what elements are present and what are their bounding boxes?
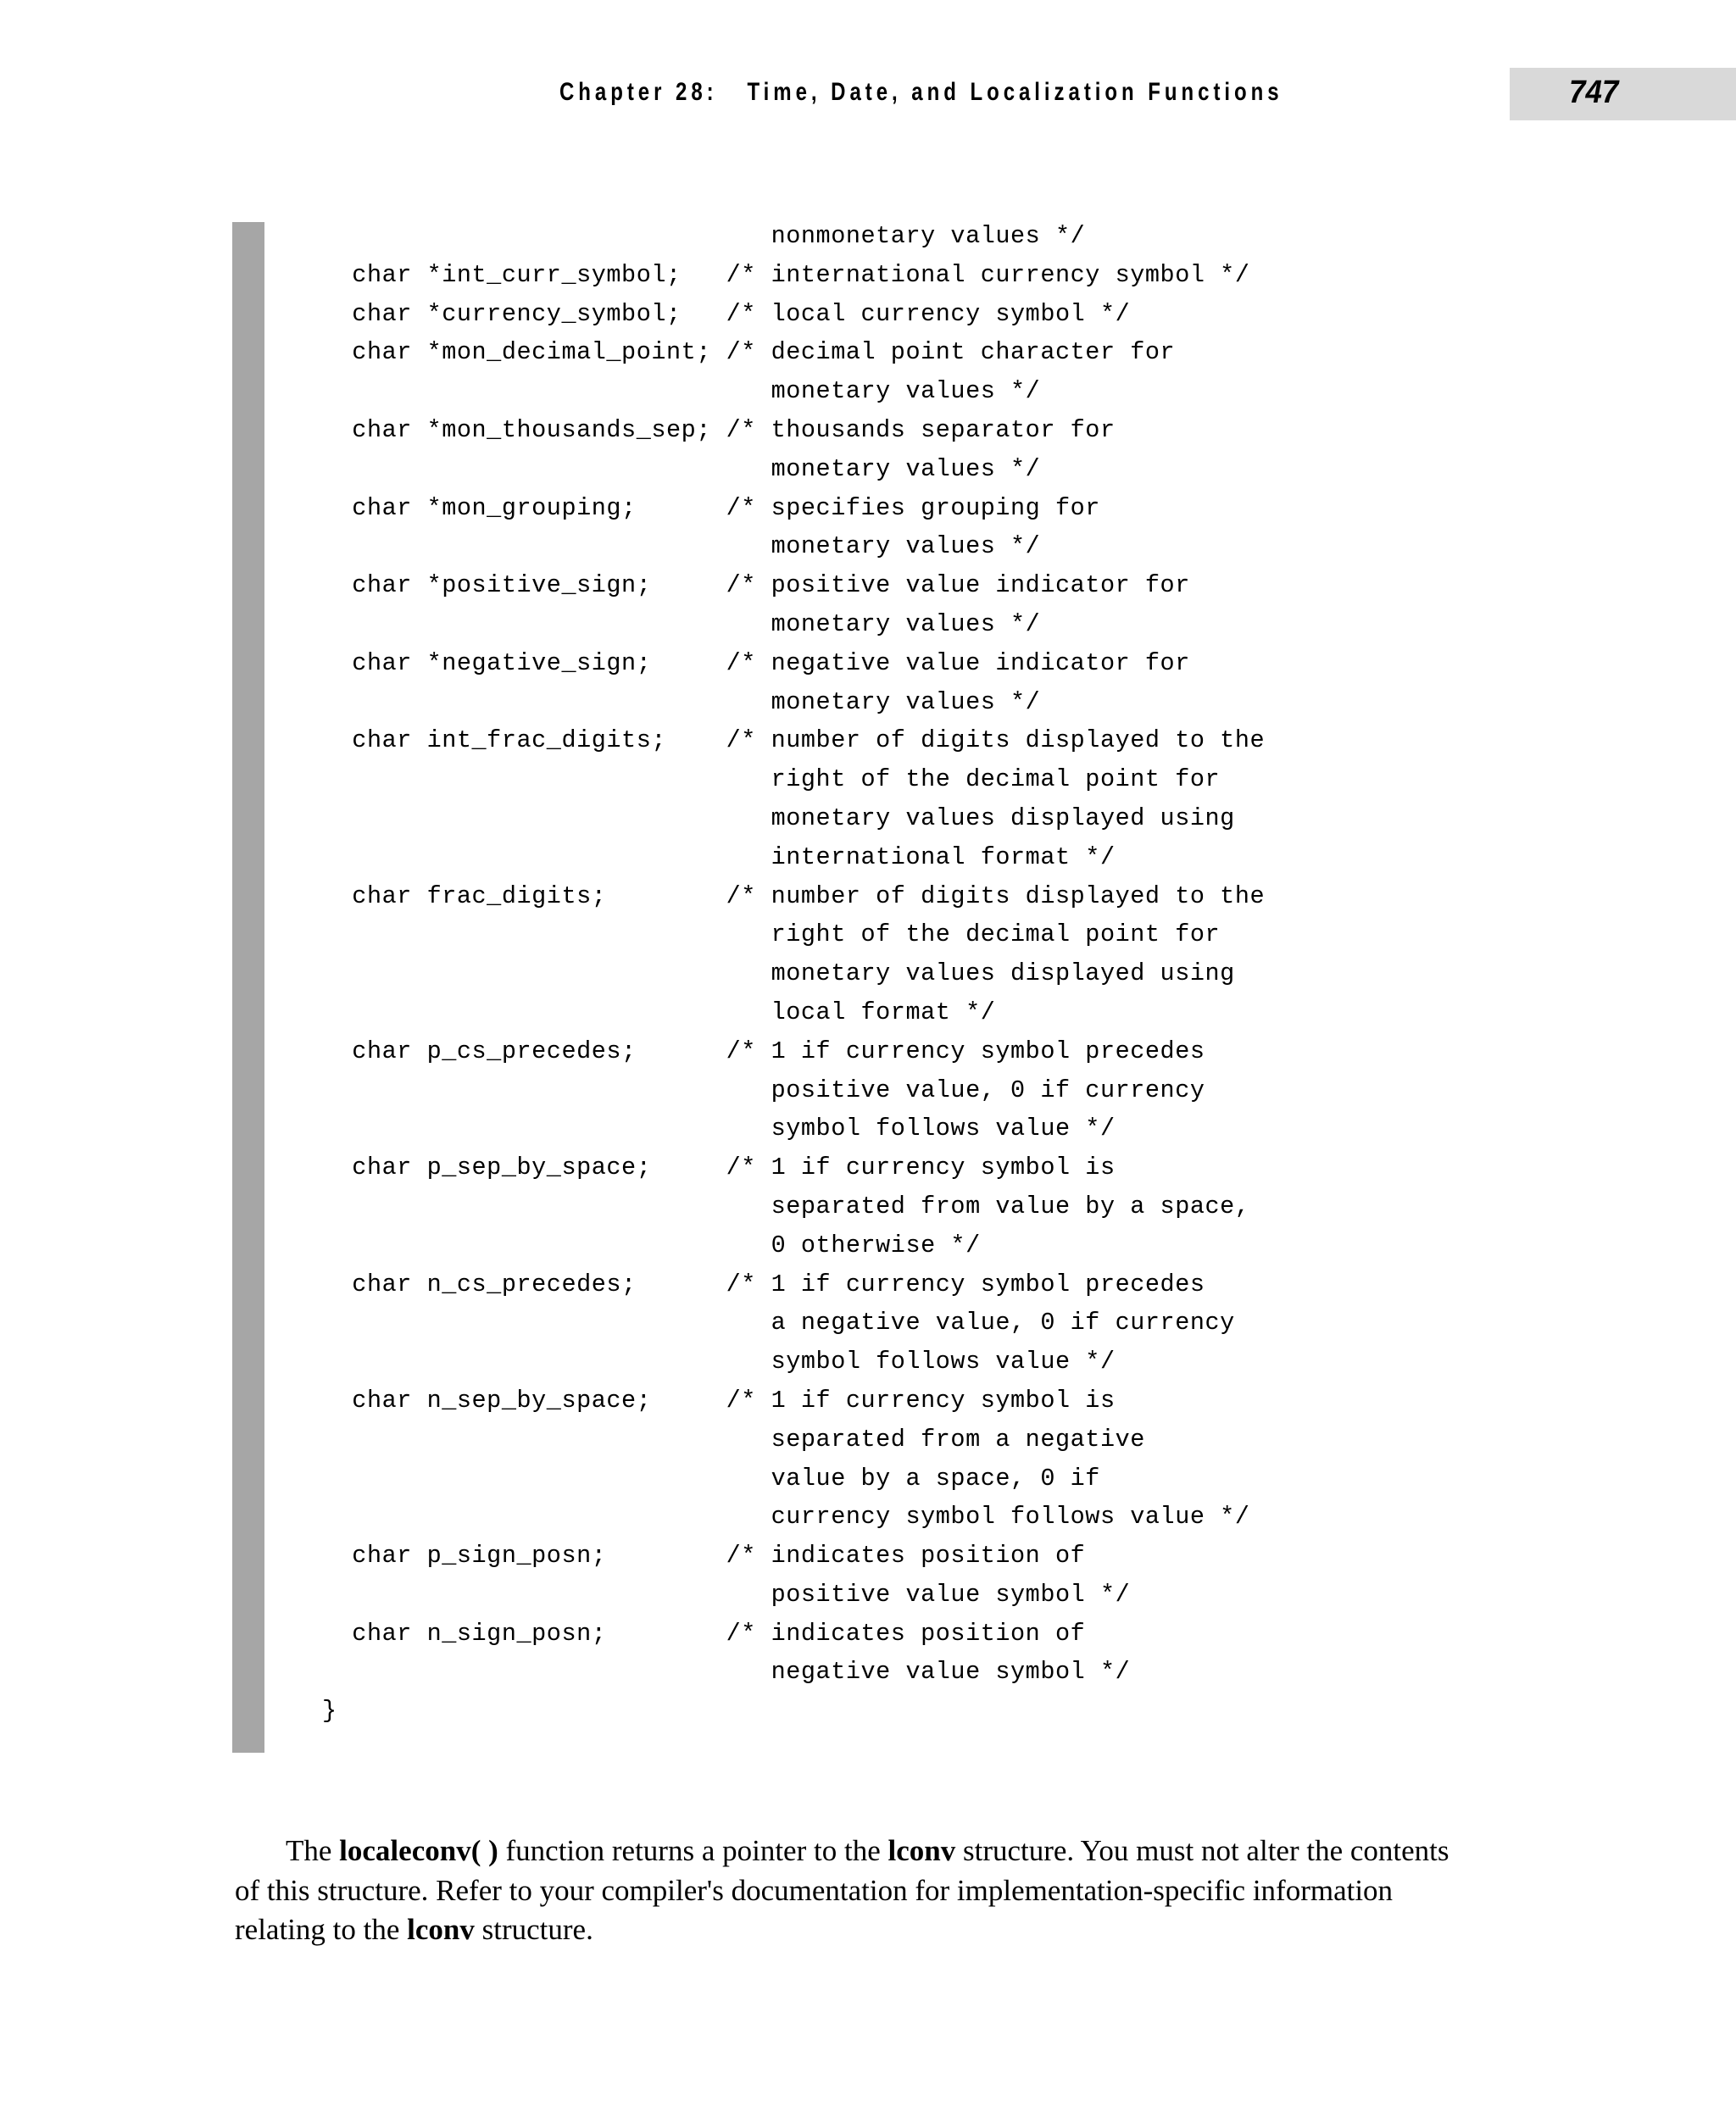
code-line: char int_frac_digits; /* number of digits displayed to the bbox=[322, 726, 1266, 755]
paragraph-text: function returns a pointer to the bbox=[498, 1834, 888, 1867]
code-line: char n_cs_precedes; /* 1 if currency symbol precedes bbox=[322, 1270, 1205, 1298]
code-line: char *mon_grouping; /* specifies grouping for bbox=[322, 493, 1100, 522]
code-listing-text bbox=[322, 217, 1265, 1731]
code-line: symbol follows value */ bbox=[322, 1348, 1116, 1376]
code-line: local format */ bbox=[322, 998, 996, 1026]
page-header bbox=[0, 68, 1736, 120]
code-line: positive value symbol */ bbox=[322, 1580, 1131, 1609]
code-line: separated from value by a space, bbox=[322, 1192, 1250, 1220]
code-line: char *currency_symbol; /* local currency symbol */ bbox=[322, 299, 1131, 328]
page-number-box bbox=[1510, 68, 1736, 120]
code-line: value by a space, 0 if bbox=[322, 1464, 1100, 1493]
code-line: nonmonetary values */ bbox=[322, 222, 1086, 250]
code-line: right of the decimal point for bbox=[322, 765, 1221, 794]
inline-code-term: lconv bbox=[887, 1834, 956, 1867]
code-line: right of the decimal point for bbox=[322, 920, 1221, 949]
code-line: monetary values */ bbox=[322, 609, 1041, 638]
code-line: char n_sign_posn; /* indicates position of bbox=[322, 1619, 1086, 1648]
code-line: symbol follows value */ bbox=[322, 1115, 1116, 1143]
paragraph-text: The bbox=[286, 1834, 340, 1867]
code-line: } bbox=[322, 1697, 337, 1726]
code-line: char p_cs_precedes; /* 1 if currency symbol precedes bbox=[322, 1037, 1205, 1065]
code-line: char *mon_decimal_point; /* decimal point character for bbox=[322, 338, 1176, 367]
code-gutter-bar bbox=[232, 222, 264, 1753]
code-line: international format */ bbox=[322, 842, 1116, 871]
code-line: monetary values */ bbox=[322, 532, 1041, 561]
code-line: monetary values displayed using bbox=[322, 803, 1235, 832]
code-line: char *positive_sign; /* positive value indicator for bbox=[322, 571, 1190, 600]
code-line: char p_sep_by_space; /* 1 if currency symbol is bbox=[322, 1154, 1116, 1182]
code-line: currency symbol follows value */ bbox=[322, 1503, 1250, 1532]
code-line: char *mon_thousands_sep; /* thousands separator for bbox=[322, 415, 1116, 444]
code-line: positive value, 0 if currency bbox=[322, 1076, 1205, 1104]
code-line: negative value symbol */ bbox=[322, 1658, 1131, 1687]
code-line: char n_sep_by_space; /* 1 if currency symbol is bbox=[322, 1386, 1116, 1415]
inline-code-term: localeconv( ) bbox=[339, 1834, 498, 1867]
code-line: char *int_curr_symbol; /* international currency symbol */ bbox=[322, 260, 1250, 289]
code-line: char frac_digits; /* number of digits displayed to the bbox=[322, 881, 1266, 910]
code-line: char *negative_sign; /* negative value indicator for bbox=[322, 648, 1190, 677]
code-line: a negative value, 0 if currency bbox=[322, 1309, 1235, 1337]
code-line: 0 otherwise */ bbox=[322, 1231, 981, 1259]
inline-code-term: lconv bbox=[407, 1913, 475, 1946]
code-line: monetary values */ bbox=[322, 377, 1041, 406]
body-paragraph bbox=[235, 1832, 1472, 1950]
code-listing-block bbox=[232, 222, 1504, 1753]
code-line: monetary values */ bbox=[322, 454, 1041, 483]
paragraph-text: structure. You must not alter the contents of this structure. Refer to your compiler's documentation for implementation-specific information relating to the bbox=[235, 1834, 1449, 1946]
code-line: separated from a negative bbox=[322, 1425, 1145, 1454]
code-line: monetary values */ bbox=[322, 687, 1041, 716]
code-line: char p_sign_posn; /* indicates position of bbox=[322, 1542, 1086, 1571]
code-line: monetary values displayed using bbox=[322, 959, 1235, 988]
paragraph-text: structure. bbox=[474, 1913, 593, 1946]
chapter-title: Chapter 28: Time, Date, and Localization Functions bbox=[559, 78, 1283, 106]
page-number: 747 bbox=[1569, 75, 1619, 110]
